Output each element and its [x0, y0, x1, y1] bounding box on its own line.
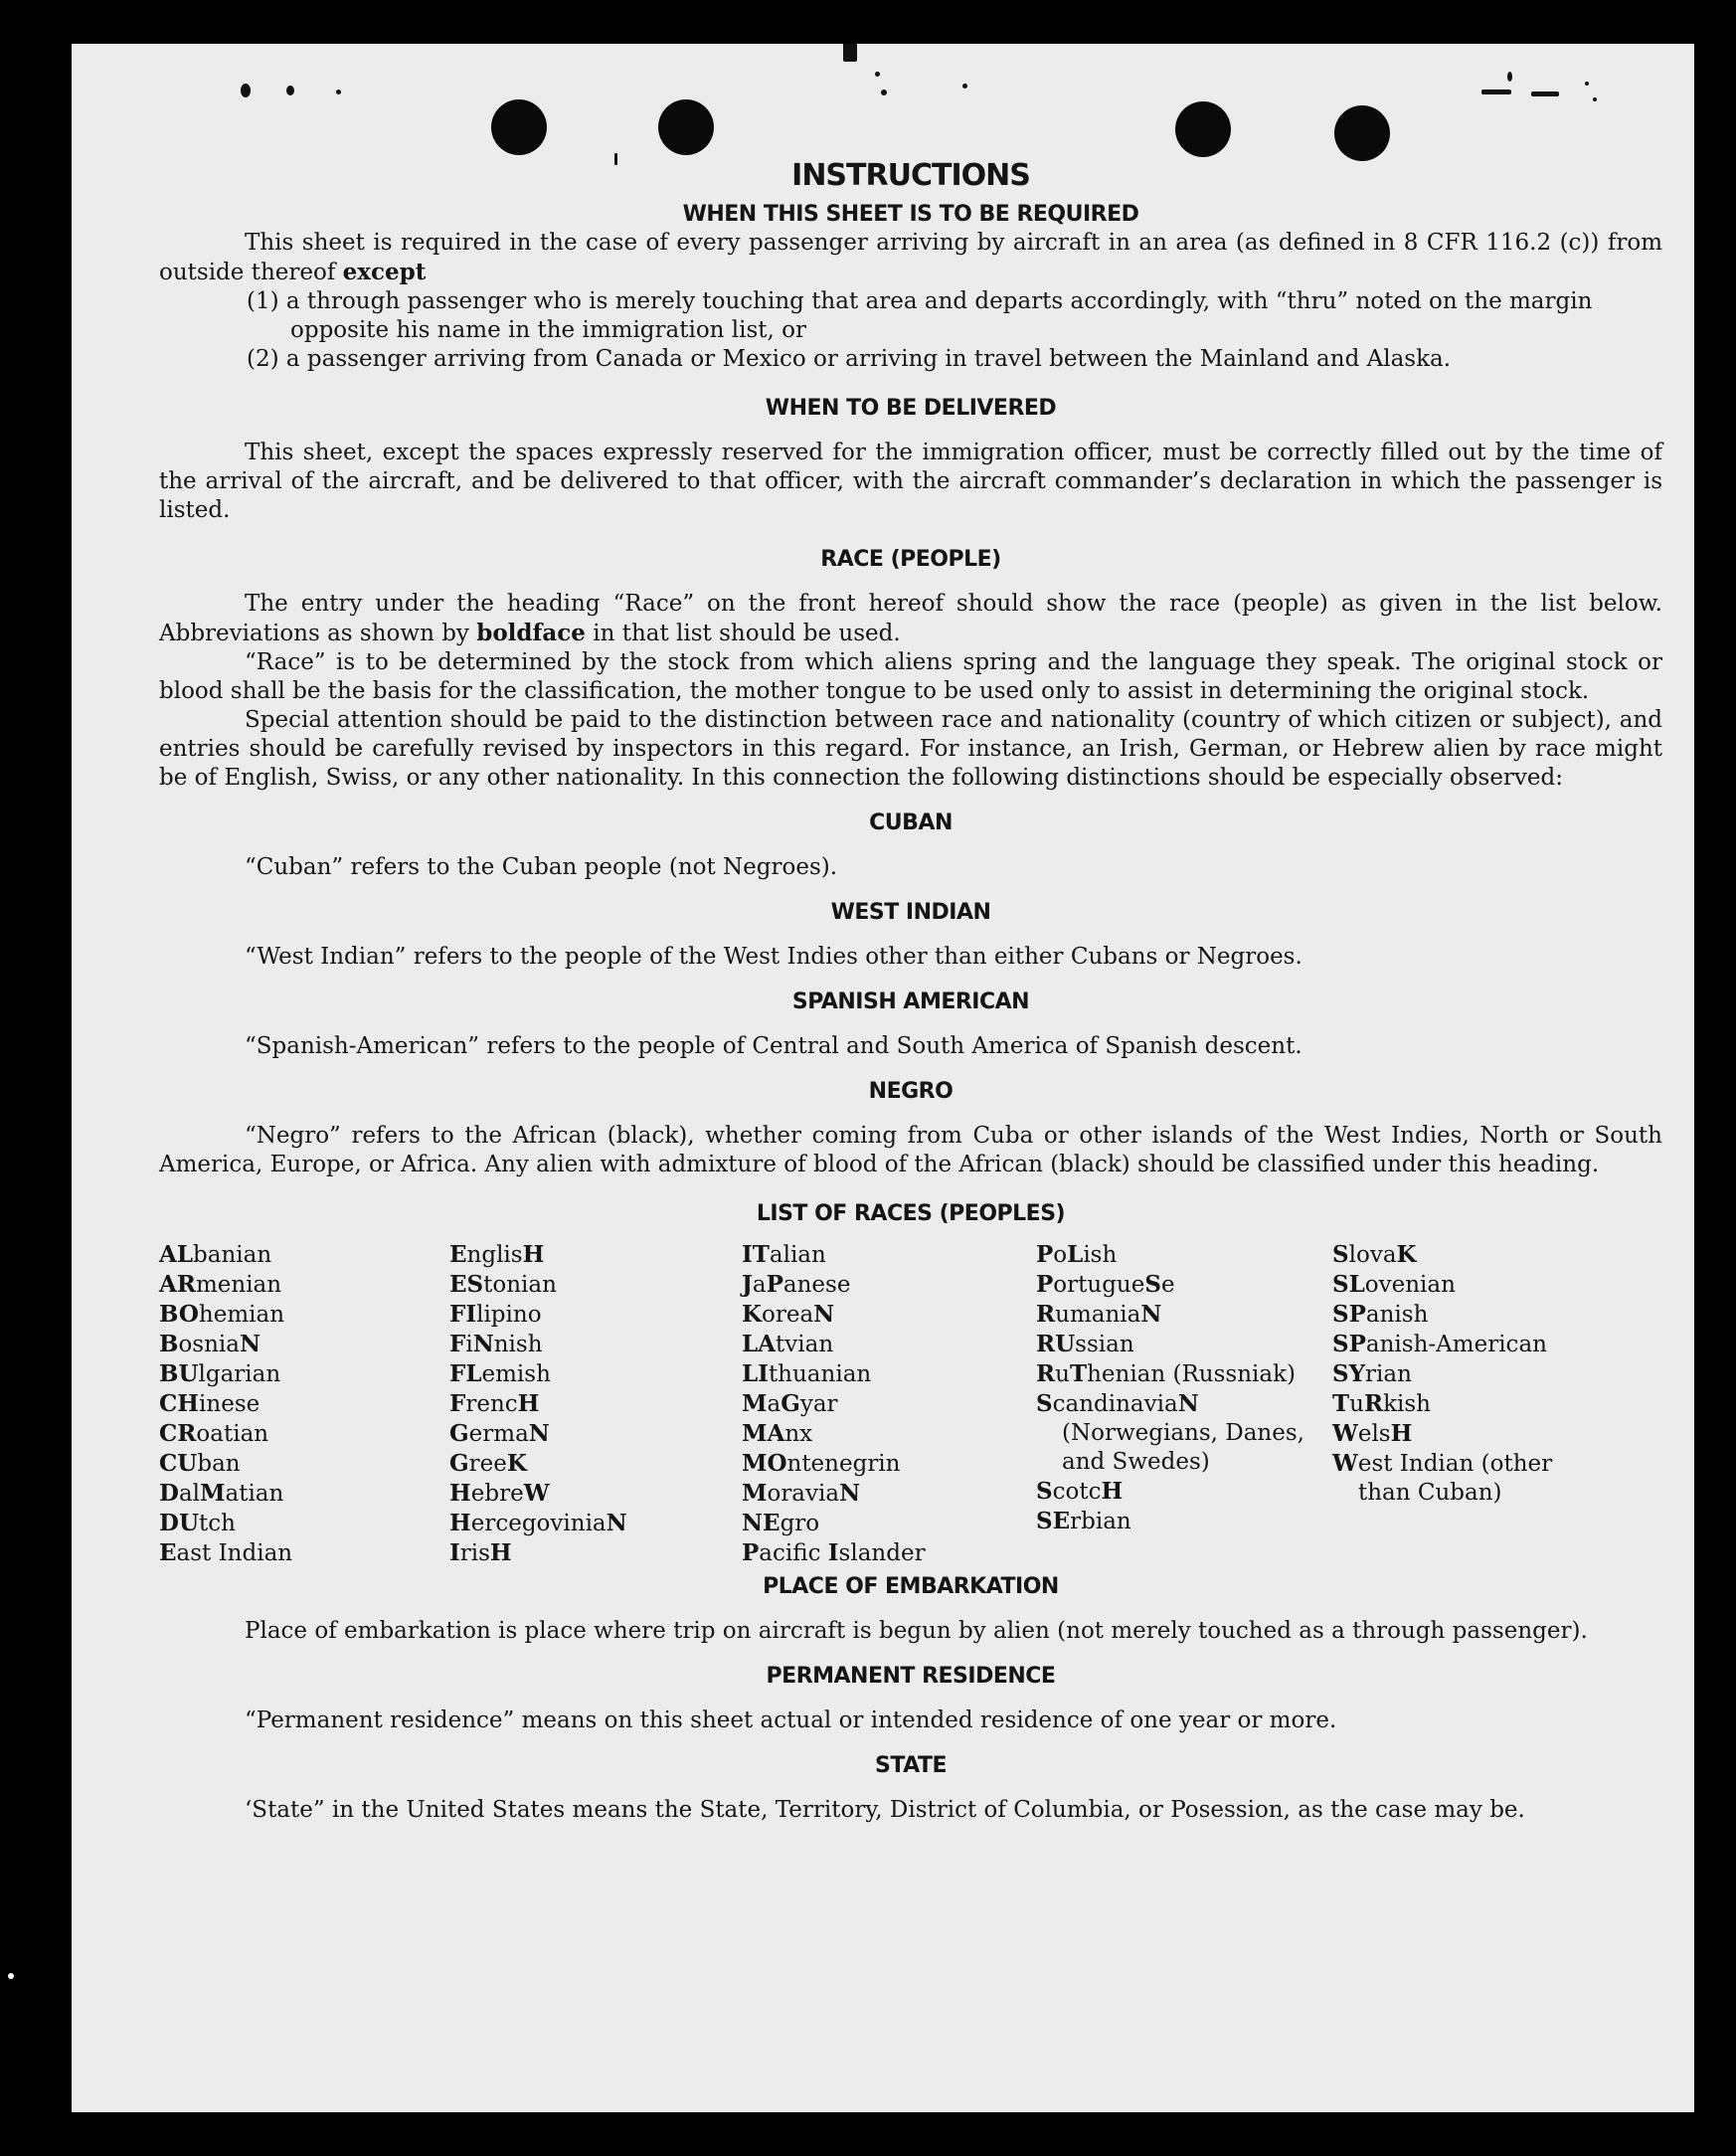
race-entry: East Indian: [159, 1539, 293, 1566]
punch-hole: [1334, 105, 1390, 161]
scan-speck: [1585, 82, 1589, 86]
race-paragraph-2: “Race” is to be determined by the stock from which aliens spring and the language they speak. The original stock or blood shall be the basis for the classification, the mother tongue to be used only to assist in determining the original stock.: [159, 649, 1662, 704]
race-entry: BosniaN: [159, 1331, 261, 1357]
race-entry: SLovenian: [1332, 1271, 1456, 1298]
race-entry: ScotcH: [1036, 1478, 1124, 1505]
race-column: [1036, 1240, 1332, 1568]
race-entry: GermaN: [449, 1420, 550, 1447]
punch-hole: [1175, 101, 1231, 157]
race-entry: KoreaN: [742, 1301, 835, 1328]
instructions-body: [159, 158, 1662, 1825]
race-entry: MOntenegrin: [742, 1450, 901, 1477]
scan-speck: [1481, 90, 1511, 94]
race-entry: ARmenian: [159, 1271, 282, 1298]
race-entry: ALbanian: [159, 1241, 272, 1268]
heading-race: RACE (PEOPLE): [820, 547, 1001, 572]
race-entry: Pacific Islander: [742, 1539, 926, 1566]
race-entry: JaPanese: [742, 1271, 851, 1298]
scan-speck: [881, 90, 887, 95]
race-entry: FrencH: [449, 1390, 540, 1417]
scan-speck: [962, 84, 967, 89]
scan-speck: [843, 44, 857, 62]
heading-permanent-residence: PERMANENT RESIDENCE: [766, 1664, 1056, 1689]
document-page: [72, 44, 1694, 2112]
scan-speck: [875, 72, 880, 77]
race-entry: FIlipino: [449, 1301, 542, 1328]
scan-speck: [8, 1973, 14, 1979]
race-entry: EStonian: [449, 1271, 557, 1298]
race-entry: DUtch: [159, 1510, 236, 1536]
race-entry: IrisH: [449, 1539, 512, 1566]
except-keyword: except: [342, 259, 427, 285]
scan-speck: [1531, 91, 1559, 96]
race-entry: PoLish: [1036, 1241, 1118, 1268]
race-entry: West Indian (other than Cuban): [1332, 1450, 1560, 1506]
scan-speck: [241, 84, 251, 97]
race-entry: MaGyar: [742, 1390, 838, 1417]
race-entry: WelsH: [1332, 1420, 1413, 1447]
heading-cuban: CUBAN: [869, 810, 953, 835]
race-column: [159, 1240, 449, 1568]
heading-place-of-embarkation: PLACE OF EMBARKATION: [763, 1574, 1059, 1599]
heading-when-delivered: WHEN TO BE DELIVERED: [765, 396, 1057, 421]
place-of-embarkation-text: Place of embarkation is place where trip on aircraft is begun by alien (not merely touched as a through passenger).: [245, 1618, 1588, 1644]
when-delivered-text: This sheet, except the spaces expressly reserved for the immigration officer, must be correctly filled out by the time of the arrival of the aircraft, and be delivered to that officer, with the aircraft commander’s declaration in which the passenger is listed.: [159, 440, 1662, 523]
race-column: [449, 1240, 742, 1568]
cuban-text: “Cuban” refers to the Cuban people (not Negroes).: [245, 854, 838, 880]
race-entry: SPanish: [1332, 1301, 1429, 1328]
race-column: [742, 1240, 1036, 1568]
punch-hole: [658, 99, 714, 155]
scan-speck: [1507, 72, 1512, 82]
race-entry: SPanish-American: [1332, 1331, 1547, 1357]
race-entry: SErbian: [1036, 1508, 1131, 1534]
race-entry: RumaniaN: [1036, 1301, 1162, 1328]
heading-spanish-american: SPANISH AMERICAN: [791, 989, 1030, 1014]
race-entry: PortugueSe: [1036, 1271, 1175, 1298]
race-entry: LAtvian: [742, 1331, 834, 1357]
race-entry: EnglisH: [449, 1241, 545, 1268]
permanent-residence-text: “Permanent residence” means on this sheet actual or intended residence of one year or more.: [245, 1707, 1337, 1733]
exception-item-1: (1) a through passenger who is merely touching that area and departs accordingly, with “thru” noted on the margin opposite his name in the immigration list, or: [247, 288, 1593, 343]
race-entry: LIthuanian: [742, 1360, 872, 1387]
race-entry: CHinese: [159, 1390, 260, 1417]
negro-text: “Negro” refers to the African (black), whether coming from Cuba or other islands of the West Indies, North or South America, Europe, or Africa. Any alien with admixture of blood of the African (black) should be classified under this heading.: [159, 1123, 1662, 1177]
heading-list-of-races: LIST OF RACES (PEOPLES): [756, 1201, 1066, 1226]
race-entry: SlovaK: [1332, 1241, 1417, 1268]
page-title: INSTRUCTIONS: [791, 158, 1030, 193]
race-entry: MoraviaN: [742, 1480, 861, 1507]
race-entry: BOhemian: [159, 1301, 285, 1328]
boldface-keyword: boldface: [476, 620, 586, 646]
race-entry: FLemish: [449, 1360, 551, 1387]
race-entry: HebreW: [449, 1480, 550, 1507]
scan-speck: [1593, 97, 1597, 101]
spanish-american-text: “Spanish-American” refers to the people of Central and South America of Spanish descent.: [245, 1033, 1302, 1059]
race-entry: RUssian: [1036, 1331, 1134, 1357]
race-entry: CRoatian: [159, 1420, 269, 1447]
exception-item-2: (2) a passenger arriving from Canada or Mexico or arriving in travel between the Mainland and Alaska.: [247, 346, 1452, 372]
race-entry: FiNnish: [449, 1331, 543, 1357]
scan-speck: [286, 86, 294, 95]
race-entry: ITalian: [742, 1241, 826, 1268]
scan-speck: [336, 90, 341, 94]
punch-hole: [491, 99, 547, 155]
heading-west-indian: WEST INDIAN: [830, 900, 991, 925]
race-entry: HercegoviniaN: [449, 1510, 627, 1536]
race-entry: SYrian: [1332, 1360, 1412, 1387]
race-entry: RuThenian (Russniak): [1036, 1360, 1297, 1387]
heading-state: STATE: [875, 1753, 947, 1778]
west-indian-text: “West Indian” refers to the people of the West Indies other than either Cubans or Negroes.: [245, 944, 1302, 970]
race-list: [159, 1240, 1662, 1568]
race-entry: TuRkish: [1332, 1390, 1431, 1417]
race-column: [1332, 1240, 1601, 1568]
race-entry: CUban: [159, 1450, 241, 1477]
heading-negro: NEGRO: [868, 1079, 954, 1104]
race-entry: GreeK: [449, 1450, 527, 1477]
race-entry: DalMatian: [159, 1480, 284, 1507]
race-paragraph-3: Special attention should be paid to the distinction between race and nationality (country of which citizen or subject), and entries should be carefully revised by inspectors in this regard. For instance, an Irish, German, or Hebrew alien by race might be of English, Swiss, or any other nationality. In this connection the following distinctions should be especially observed:: [159, 707, 1662, 791]
race-paragraph-1: The entry under the heading “Race” on the front hereof should show the race (people) as given in the list below. Abbreviations as shown by boldface in that list should be used.: [159, 591, 1662, 646]
heading-when-required: WHEN THIS SHEET IS TO BE REQUIRED: [682, 202, 1139, 227]
when-required-intro: This sheet is required in the case of every passenger arriving by aircraft in an area (as defined in 8 CFR 116.2 (c)) from outside thereof except: [159, 230, 1662, 285]
race-entry: ScandinaviaN (Norwegians, Danes, and Swedes): [1036, 1390, 1312, 1475]
race-entry: NEgro: [742, 1510, 820, 1536]
state-text: ‘State” in the United States means the State, Territory, District of Columbia, or Posession, as the case may be.: [245, 1797, 1525, 1823]
race-entry: MAnx: [742, 1420, 813, 1447]
race-entry: BUlgarian: [159, 1360, 281, 1387]
